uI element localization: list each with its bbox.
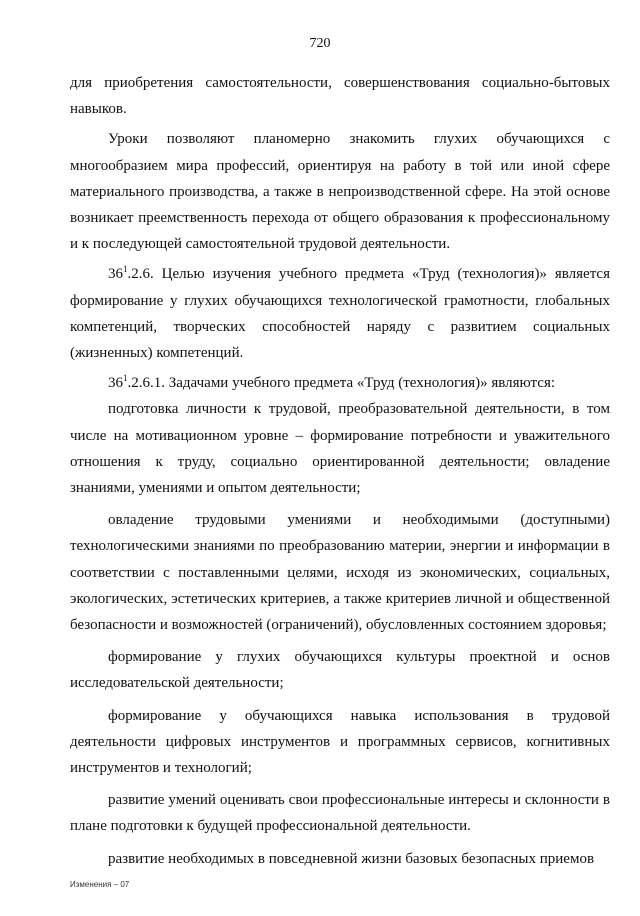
footer-revision-note: Изменения – 07 — [70, 880, 130, 889]
list-item-labor-skills: овладение трудовыми умениями и необходимыми (доступными) технологическими знаниями по преобразованию материи, энергии и информации в соответствии с поставленными целями, исходя из экономических, социальных, экологических, эстетических критериев, а также критериев личной и общественной безопасности и возможностей (ограничений), обусловленных состоянием здоровья; — [70, 512, 610, 634]
list-item-project-culture: формирование у глухих обучающихся культуры проектной и основ исследовательской деятельности; — [70, 649, 610, 692]
list-item-digital-tools: формирование у обучающихся навыка использования в трудовой деятельности цифровых инструментов и программных сервисов, когнитивных инструментов и технологий; — [70, 707, 610, 777]
document-body — [70, 70, 610, 872]
paragraph-tasks-heading: $36^1.2.6.1$. Задачами учебного предмета «Труд (технология)» являются: — [108, 373, 556, 392]
list-item-safety-techniques: развитие необходимых в повседневной жизни базовых безопасных приемов — [108, 850, 595, 867]
paragraph-goal: $36^1.2.6$. Целью изучения учебного предмета «Труд (технология)» является формирование у глухих обучающихся технологической грамотности, глобальных компетенций, творческих способностей наряду с развитием социальных (жизненных) компетенций. — [70, 264, 610, 362]
list-item-professional-interests: развитие умений оценивать свои профессиональные интересы и склонности в плане подготовки к будущей профессиональной деятельности. — [70, 792, 610, 835]
paragraph-lessons: Уроки позволяют планомерно знакомить глухих обучающихся с многообразием мира профессий, ориентируя на работу в той или иной сфере материального производства, а также в непроизводственной сфере. На этой основе возникает преемственность перехода от общего образования к профессиональному и к последующей самостоятельной трудовой деятельности. — [70, 131, 610, 253]
page-number: 720 — [309, 36, 331, 51]
list-item-preparation: подготовка личности к трудовой, преобразовательной деятельности, в том числе на мотивационном уровне – формирование потребности и уважительного отношения к труду, социально ориентированной деятельности; овладение знаниями, умениями и опытом деятельности; — [70, 401, 610, 497]
paragraph-continuation: для приобретения самостоятельности, совершенствования социально-бытовых навыков. — [70, 75, 610, 118]
